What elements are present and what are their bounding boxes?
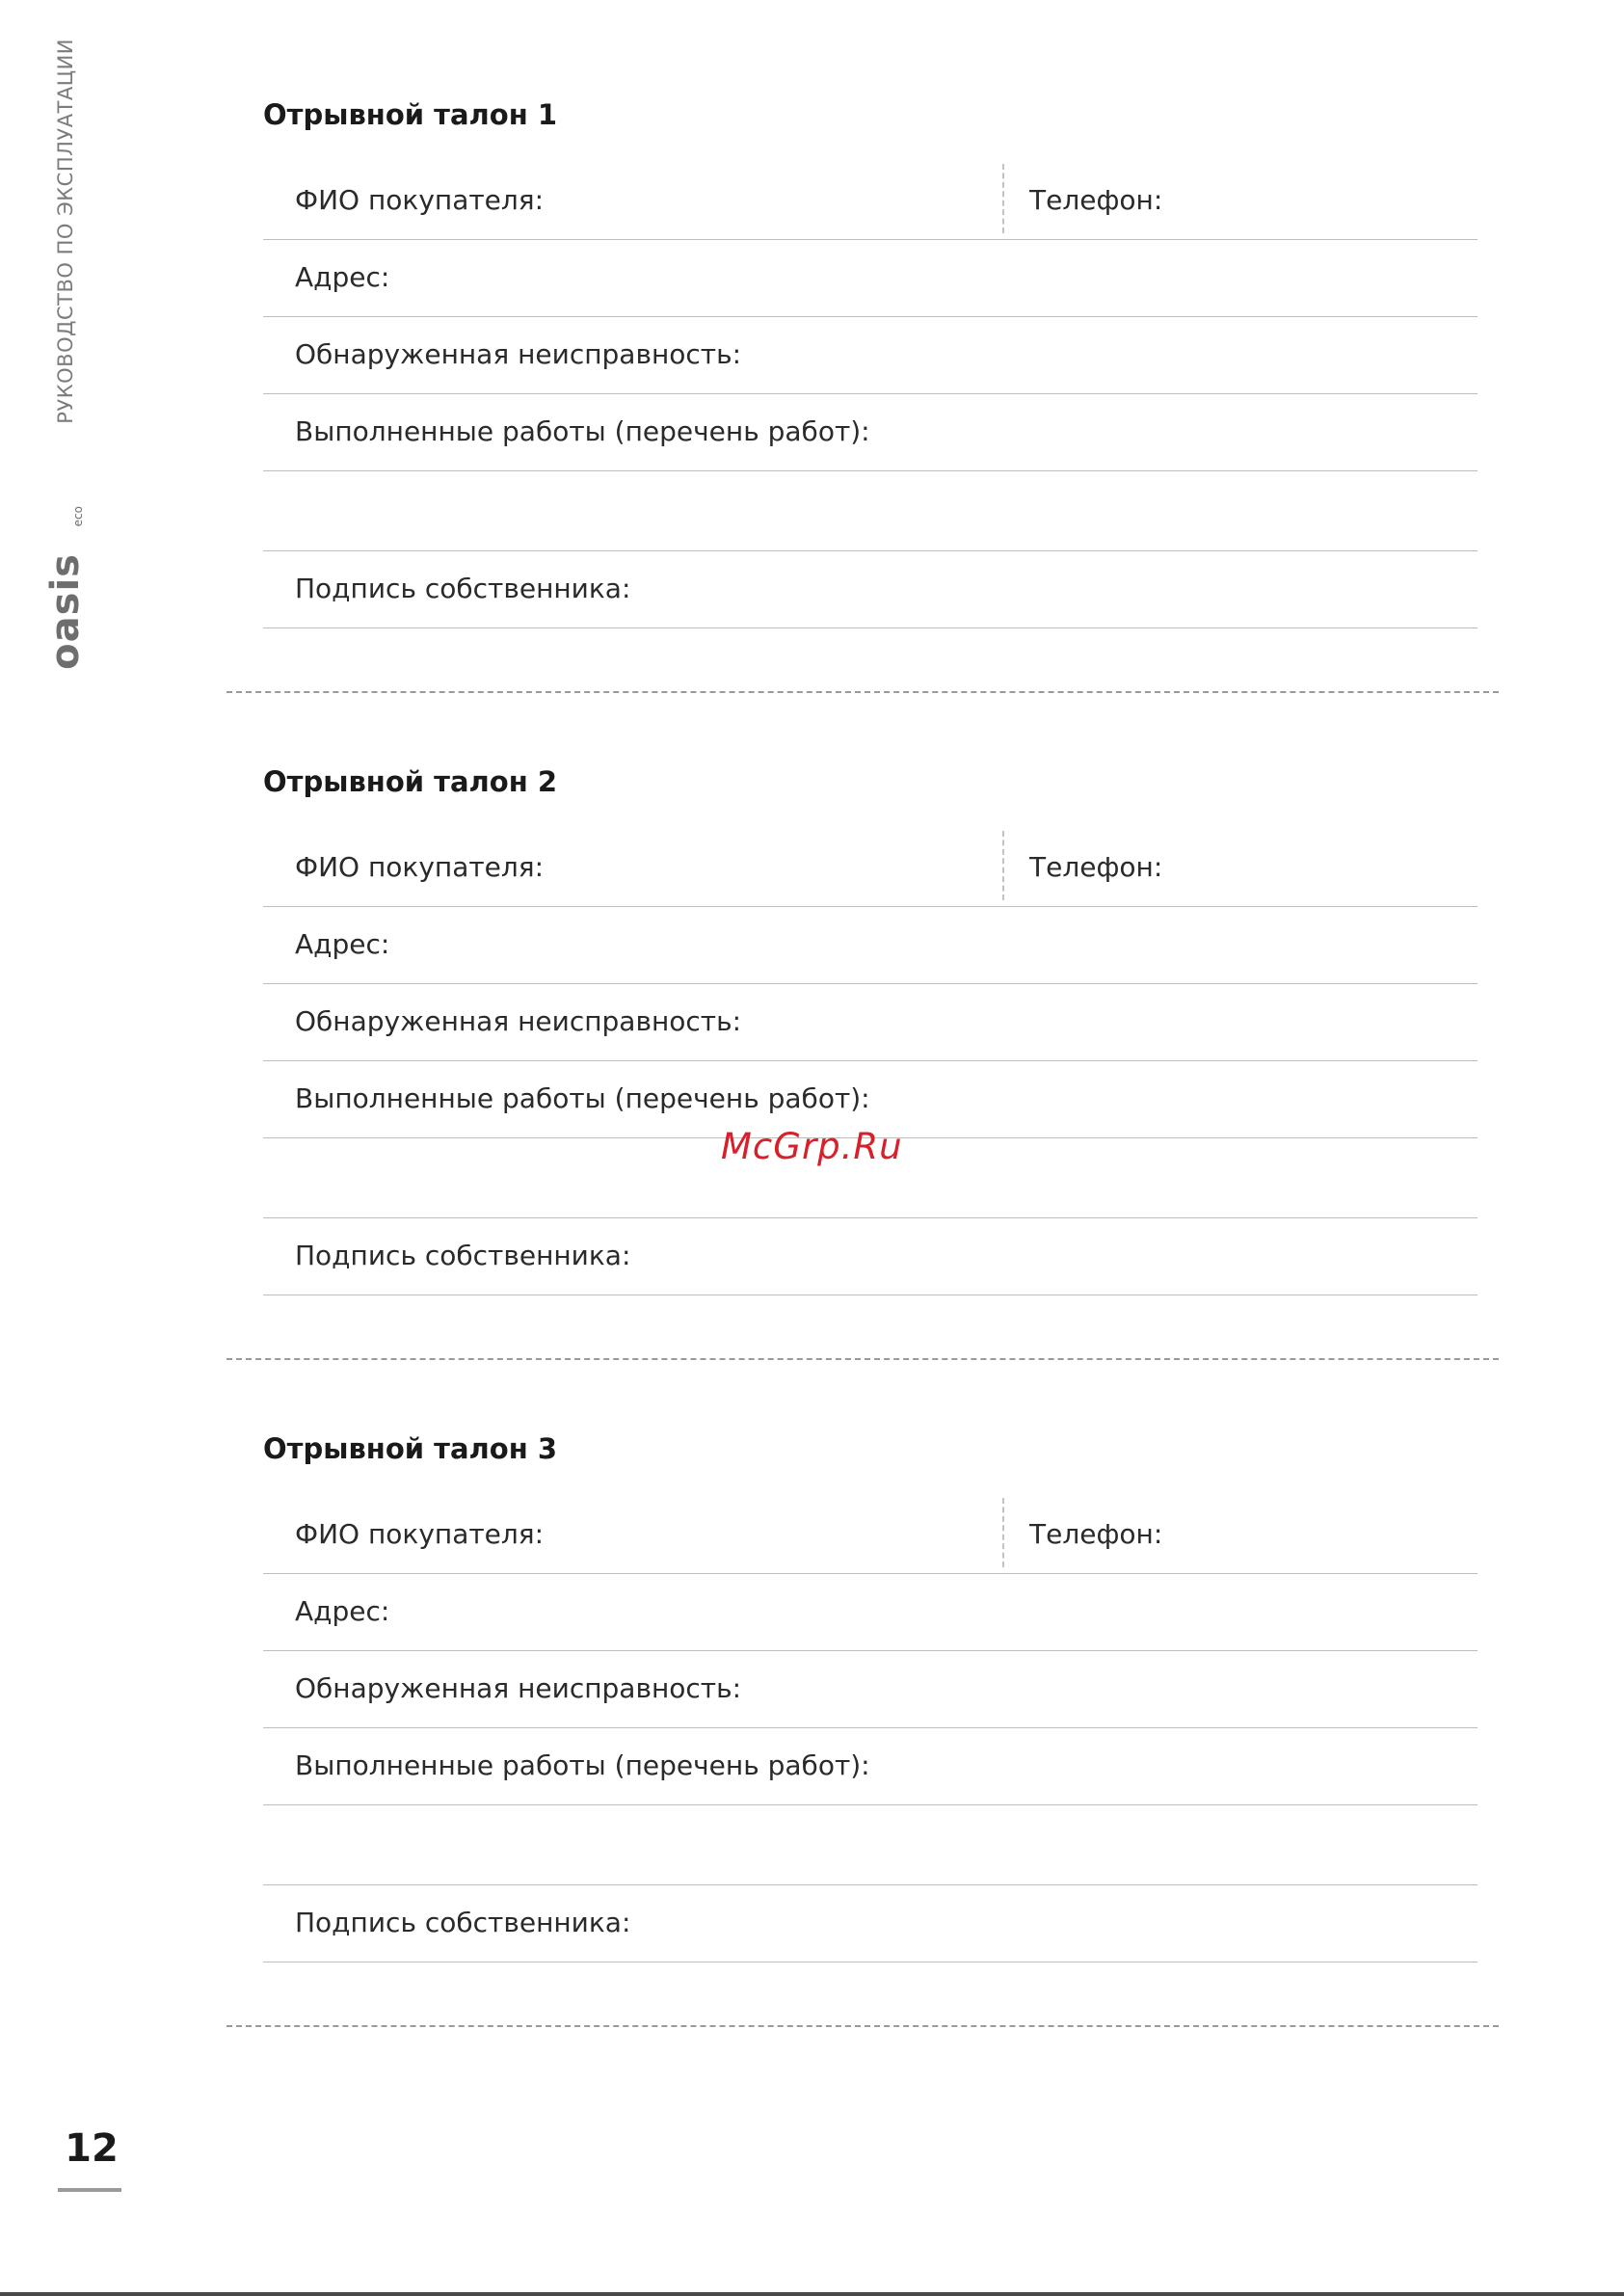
buyer-phone-row (263, 829, 1478, 907)
field-divider (1002, 164, 1004, 233)
cut-line (226, 2025, 1499, 2027)
phone-label: Телефон: (1029, 1518, 1163, 1550)
blank-row (263, 1807, 1478, 1885)
buyer-label: ФИО покупателя: (295, 851, 545, 883)
address-label: Адрес: (295, 1595, 390, 1627)
defect-label: Обнаруженная неисправность: (295, 1672, 742, 1704)
works-label: Выполненные работы (перечень работ): (295, 415, 870, 447)
phone-label: Телефон: (1029, 184, 1163, 216)
address-row (263, 908, 1478, 984)
defect-label: Обнаруженная неисправность: (295, 1005, 742, 1037)
address-row (263, 1575, 1478, 1651)
buyer-phone-row (263, 1496, 1478, 1574)
signature-label: Подпись собственника: (295, 1907, 631, 1938)
brand-suffix: eco (71, 506, 85, 527)
defect-row (263, 1652, 1478, 1728)
signature-label: Подпись собственника: (295, 573, 631, 604)
page-number: 12 (65, 2126, 119, 2171)
side-caption (51, 39, 80, 463)
manual-caption: РУКОВОДСТВО ПО ЭКСПЛУАТАЦИИ (54, 39, 77, 424)
cut-line (226, 691, 1499, 693)
address-label: Адрес: (295, 261, 390, 293)
defect-row (263, 985, 1478, 1061)
works-label: Выполненные работы (перечень работ): (295, 1082, 870, 1114)
defect-label: Обнаруженная неисправность: (295, 338, 742, 370)
address-label: Адрес: (295, 928, 390, 960)
brand-word: oasis (43, 553, 88, 670)
coupon-title: Отрывной талон 3 (263, 1432, 558, 1465)
phone-label: Телефон: (1029, 851, 1163, 883)
page-bottom-rule (0, 2292, 1624, 2296)
cut-line (226, 1358, 1499, 1360)
buyer-phone-row (263, 162, 1478, 240)
signature-row (263, 1219, 1478, 1295)
works-label: Выполненные работы (перечень работ): (295, 1749, 870, 1781)
works-row (263, 395, 1478, 471)
buyer-label: ФИО покупателя: (295, 184, 545, 216)
buyer-label: ФИО покупателя: (295, 1518, 545, 1550)
defect-row (263, 318, 1478, 394)
works-row (263, 1729, 1478, 1805)
signature-label: Подпись собственника: (295, 1240, 631, 1271)
signature-row (263, 1886, 1478, 1962)
watermark-text: McGrp.Ru (721, 1126, 903, 1167)
field-divider (1002, 1498, 1004, 1567)
coupon-title: Отрывной талон 2 (263, 765, 558, 798)
field-divider (1002, 831, 1004, 900)
brand-logo (42, 506, 91, 670)
page-number-underline (58, 2188, 121, 2192)
coupon-title: Отрывной талон 1 (263, 98, 558, 131)
signature-row (263, 552, 1478, 628)
blank-row (263, 473, 1478, 551)
address-row (263, 241, 1478, 317)
